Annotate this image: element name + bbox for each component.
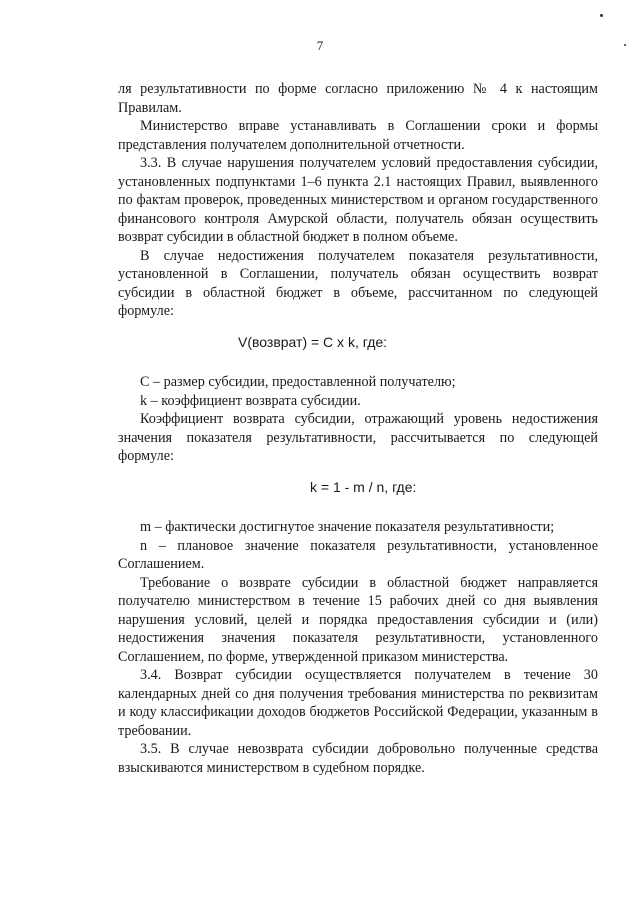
paragraph: 3.5. В случае невозврата субсидии добровольно полученные средства взыскиваются министерством в судебном порядке. xyxy=(118,741,598,776)
paragraph: 3.4. Возврат субсидии осуществляется получателем в течение 30 календарных дней со дня получения требования министерства по реквизитам и коду классификации доходов бюджетов Российской Федерации, указанным в требовании. xyxy=(118,667,598,739)
definition-m: m – фактически достигнутое значение показателя результативности; xyxy=(140,519,555,535)
page-number: 7 xyxy=(316,38,324,53)
paragraph: Министерство вправе устанавливать в Соглашении сроки и формы представления получателем дополнительной отчетности. xyxy=(118,118,598,153)
paragraph: В случае недостижения получателем показателя результативности, установленной в Соглашении, получатель обязан осуществить возврат субсидии в областной бюджет в объеме, рассчитанном по следующей формуле: xyxy=(118,247,598,319)
paragraph: 3.3. В случае нарушения получателем условий предоставления субсидии, установленных подпунктами 1–6 пункта 2.1 настоящих Правил, выявленного по фактам проверок, проведенных министерством и органом государственного финансового контроля Амурской области, получатель обязан осуществить возврат субсидии в областной бюджет в полном объеме. xyxy=(118,155,598,245)
definition-c: C – размер субсидии, предоставленной получателю; xyxy=(140,374,456,390)
formula-refund: V(возврат) = C x k, где: xyxy=(238,333,388,350)
definition-n: n – плановое значение показателя результативности, установленное Соглашением. xyxy=(118,537,598,572)
paragraph: Коэффициент возврата субсидии, отражающий уровень недостижения значения показателя результативности, рассчитывается по следующей формуле: xyxy=(118,411,598,464)
paragraph: Требование о возврате субсидии в областной бюджет направляется получателю министерством в течение 15 рабочих дней со дня выявления нарушения условий, целей и порядка предоставления субсидии и (или) недостижения значения показателя результативности, установленного Соглашением, по форме, утвержденной приказом министерства. xyxy=(118,574,598,665)
definition-k: k – коэффициент возврата субсидии. xyxy=(140,392,361,409)
formula-coefficient: k = 1 - m / n, где: xyxy=(310,478,417,495)
scan-speck xyxy=(600,14,603,17)
paragraph: ля результативности по форме согласно приложению № 4 к настоящим Правилам. xyxy=(118,81,598,116)
document-body xyxy=(118,80,598,777)
